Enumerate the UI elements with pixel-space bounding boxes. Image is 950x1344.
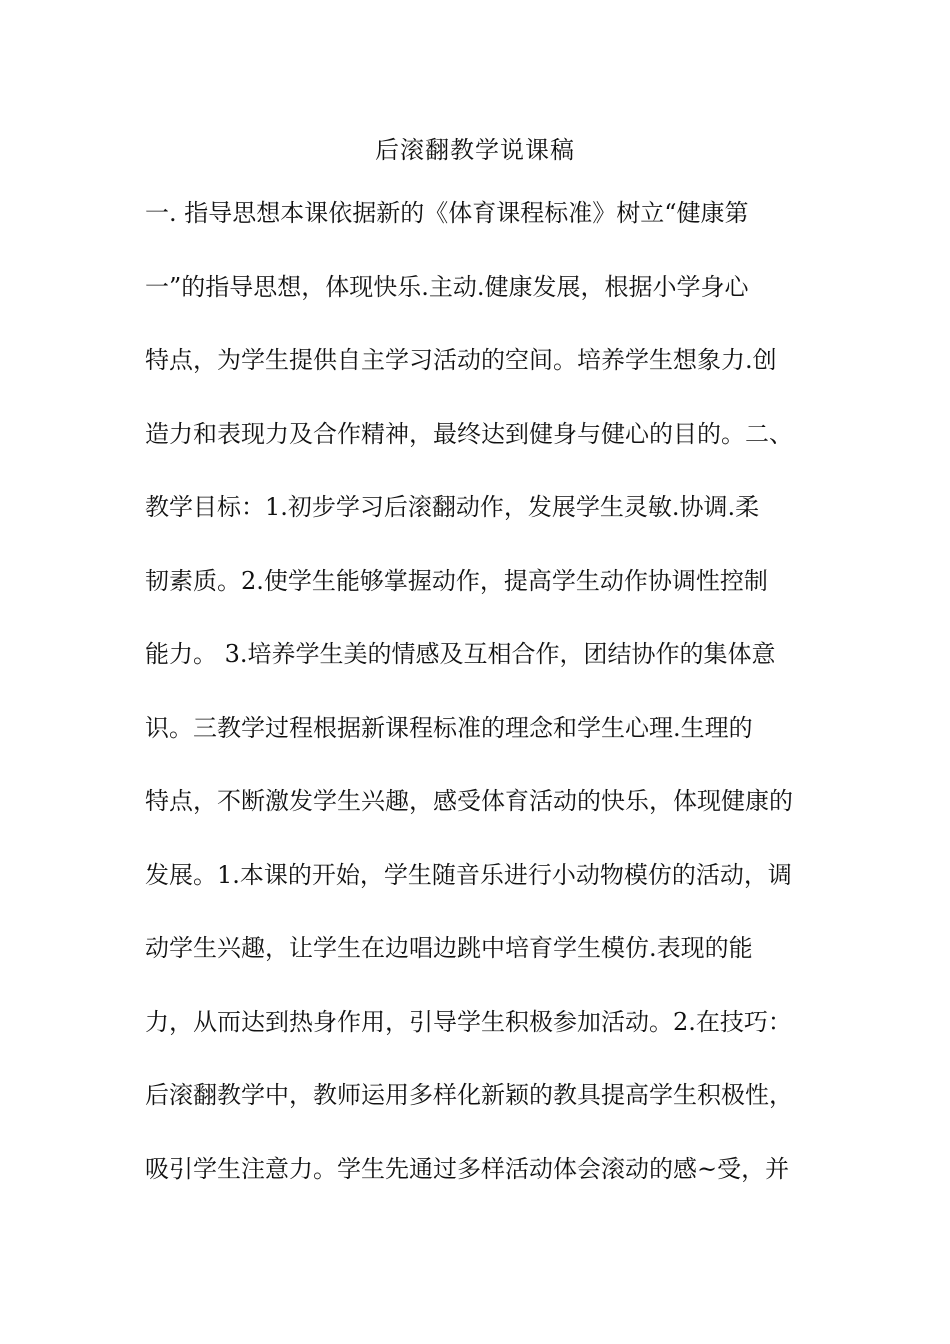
body-line: 能力。 3.培养学生美的情感及互相合作，团结协作的集体意 bbox=[145, 640, 776, 668]
body-line: 发展。1.本课的开始，学生随音乐进行小动物模仿的活动，调 bbox=[145, 860, 792, 889]
body-line: 一. 指导思想本课依据新的《体育课程标准》树立“健康第 bbox=[145, 199, 749, 227]
body-line: 教学目标：1.初步学习后滚翻动作，发展学生灵敏.协调.柔 bbox=[145, 493, 760, 521]
body-line: 韧素质。2.使学生能够掌握动作，提高学生动作协调性控制 bbox=[145, 566, 768, 595]
body-line: 特点，为学生提供自主学习活动的空间。培养学生想象力.创 bbox=[145, 346, 777, 374]
body-line: 一”的指导思想，体现快乐.主动.健康发展，根据小学身心 bbox=[145, 272, 749, 301]
body-line: 特点，不断激发学生兴趣，感受体育活动的快乐，体现健康的 bbox=[145, 787, 793, 815]
body-line: 造力和表现力及合作精神，最终达到健身与健心的目的。二、 bbox=[145, 419, 793, 448]
body-line: 吸引学生注意力。学生先通过多样活动体会滚动的感~受，并 bbox=[145, 1154, 790, 1183]
body-line: 识。三教学过程根据新课程标准的理念和学生心理.生理的 bbox=[145, 713, 753, 742]
body-line: 后滚翻教学中，教师运用多样化新颖的教具提高学生积极性， bbox=[145, 1081, 793, 1109]
body-line: 力，从而达到热身作用，引导学生积极参加活动。2.在技巧： bbox=[145, 1007, 792, 1036]
body-line: 动学生兴趣，让学生在边唱边跳中培育学生模仿.表现的能 bbox=[145, 934, 753, 962]
document-title: 后滚翻教学说课稿 bbox=[375, 136, 575, 164]
document-body bbox=[145, 195, 845, 1224]
